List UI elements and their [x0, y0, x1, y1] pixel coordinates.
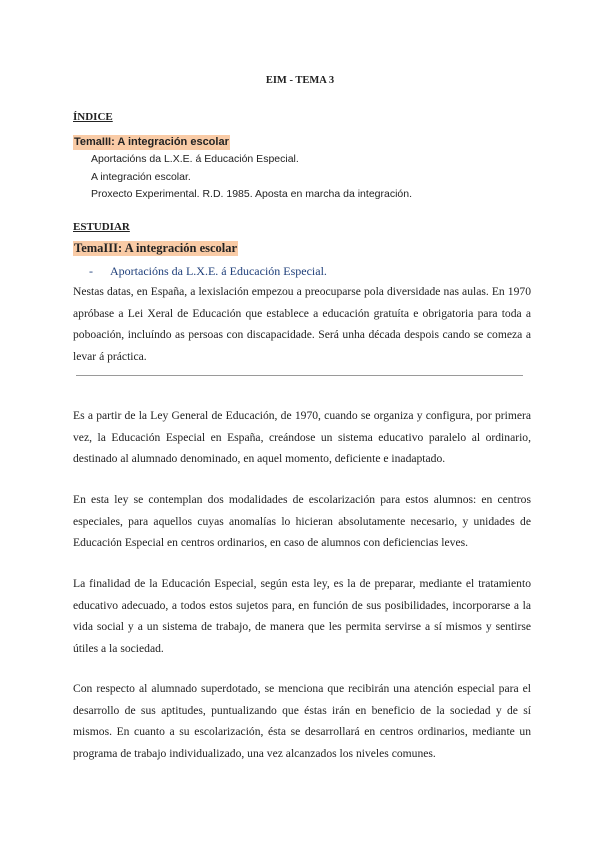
index-item: Proxecto Experimental. R.D. 1985. Aposta en marcha da integración.: [91, 188, 413, 200]
document-title: EIM - TEMA 3: [265, 75, 335, 86]
index-list: [91, 151, 412, 204]
study-heading: ESTUDIAR: [73, 221, 130, 233]
study-bullet: [89, 264, 327, 279]
body-paragraph: La finalidad de la Educación Especial, según esta ley, es la de preparar, mediante el tratamiento educativo adecuado, a todos estos sujetos para, en función de sus posibilidades, incorporarse a la vida social y a un sistema de trabajo, de manera que les permita servirse a sí mismos y sentirse útiles a la sociedad.: [73, 577, 531, 655]
index-topic-highlight: TemaIII: A integración escolar: [74, 136, 229, 148]
body-paragraph: Con respecto al alumnado superdotado, se menciona que recibirán una atención especial para el desarrollo de sus aptitudes, puntualizando que éstas irán en beneficio de la sociedad y de sí mismos. En cuanto a su escolarización, ésta se desarrollará en centros ordinarios, mediante un programa de trabajo individualizado, una vez alcanzados los niveles comunes.: [73, 682, 531, 760]
body-paragraph: En esta ley se contemplan dos modalidades de escolarización para estos alumnos: en centros especiales, para aquellos cuyas anomalías lo hicieran absolutamente necesario, y unidades de Educación Especial en centros ordinarios, en caso de alumnos con deficiencias leves.: [73, 493, 531, 550]
body-paragraph: Es a partir de la Ley General de Educación, de 1970, cuando se organiza y configura, por primera vez, la Educación Especial en España, creándose un sistema educativo paralelo al ordinario, destinado al alumnado denominado, en aquel momento, deficiente e inadaptado.: [73, 409, 531, 466]
index-item: Aportacións da L.X.E. á Educación Especial.: [91, 153, 299, 165]
bullet-dash: -: [89, 264, 93, 278]
bullet-text: Aportacións da L.X.E. á Educación Especial.: [110, 264, 327, 278]
index-heading: ÍNDICE: [73, 111, 113, 123]
horizontal-divider: [76, 375, 523, 376]
intro-paragraph: Nestas datas, en España, a lexislación empezou a preocuparse pola diversidade nas aulas. En 1970 apróbase a Lei Xeral de Educación que establece a educación gratuíta e obrigatoria para toda a poboación, incluíndo as persoas con discapacidade. Será unha década despois cando se comeza a levar á práctica.: [73, 285, 531, 363]
index-item: A integración escolar.: [91, 170, 191, 183]
study-topic-highlight: TemaIII: A integración escolar: [74, 241, 238, 255]
